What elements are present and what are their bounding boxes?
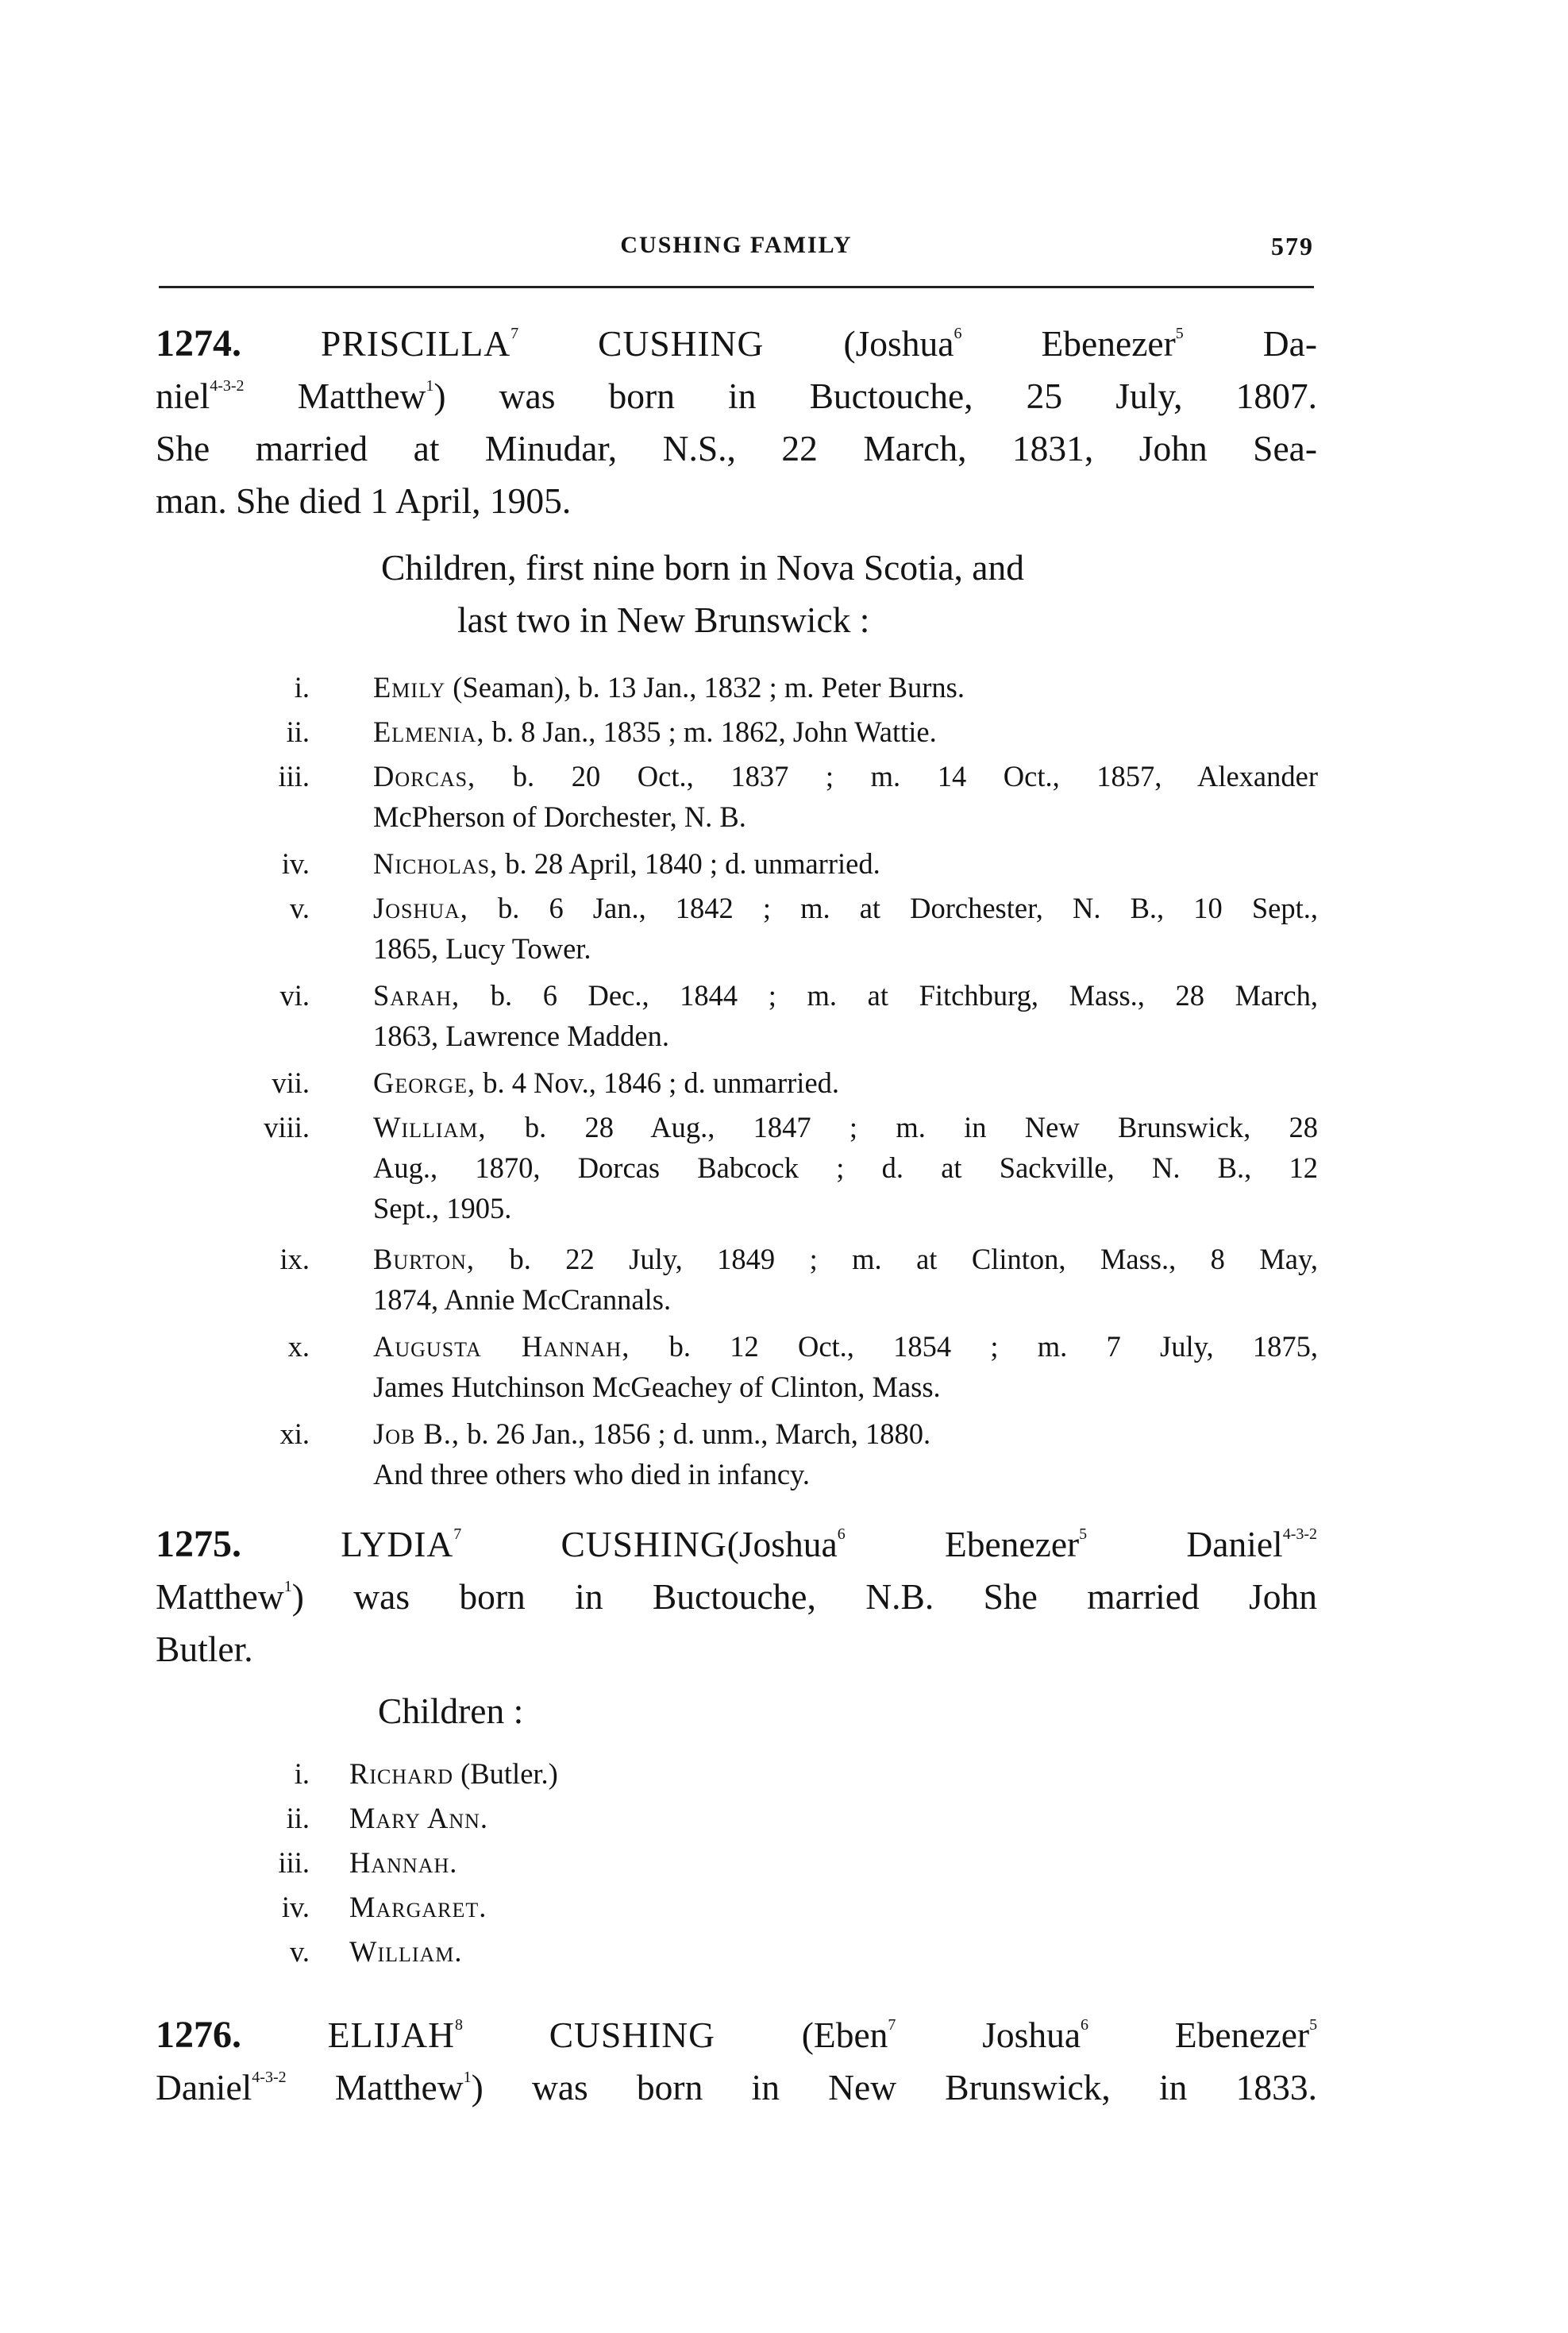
child-detail-continued: McPherson of Dorchester, N. B. (373, 800, 746, 833)
child-name: Augusta Hannah, (373, 1330, 630, 1363)
generation-superscript: 6 (1081, 2016, 1089, 2034)
child-name: Sarah, (373, 979, 460, 1012)
entry-1274-line-4: man. She died 1 April, 1905. (156, 480, 572, 521)
child-ordinal: vii. (272, 1066, 310, 1099)
child-detail: (Seaman), b. 13 Jan., 1832 ; m. Peter Burns. (453, 671, 965, 704)
child-ordinal: ii. (286, 715, 310, 748)
child-text (373, 1239, 1318, 1320)
child-line (373, 975, 1318, 1016)
child-name: Nicholas, (373, 847, 499, 880)
person-name: ELIJAH (327, 2015, 455, 2055)
generation-superscript: 5 (1175, 325, 1184, 342)
child-text (373, 1413, 1318, 1494)
child-ordinal: xi. (279, 1417, 310, 1450)
entry-number: 1275. (156, 1523, 241, 1565)
child-name: Burton, (373, 1243, 475, 1275)
lineage-text: Matthew (297, 376, 426, 416)
child-detail-continued: James Hutchinson McGeachey of Clinton, Mass. (373, 1371, 941, 1403)
generation-superscript: 5 (1309, 2016, 1318, 2034)
running-head (159, 232, 1314, 264)
child-text (349, 1753, 558, 1794)
child-text (349, 1887, 487, 1927)
child-text (373, 1062, 1318, 1103)
lineage-text: Joshua (982, 2015, 1081, 2055)
entry-number: 1274. (156, 322, 241, 364)
child-ordinal: ii. (286, 1802, 310, 1834)
children-heading-1275: Children : (378, 1691, 524, 1731)
child-ordinal: i. (294, 671, 310, 704)
child-text (349, 1842, 457, 1883)
child-name: Job B., (373, 1417, 460, 1450)
entry-number: 1276. (156, 2014, 241, 2056)
child-detail: b. 28 April, 1840 ; d. unmarried. (505, 847, 880, 880)
generation-superscript: 7 (453, 1525, 462, 1543)
surname: CUSHING (598, 323, 765, 364)
generation-superscript: 1 (426, 377, 434, 395)
birth-text: ) was born in Buctouche, N.B. She married John (291, 1576, 1317, 1617)
child-name: Dorcas, (373, 760, 476, 792)
child-detail-continued: Sept., 1905. (373, 1192, 512, 1224)
entry-1274-line-2 (156, 370, 1317, 422)
generation-superscript: 6 (837, 1525, 846, 1543)
lineage-text: (Eben (801, 2015, 888, 2055)
child-ordinal: ix. (279, 1243, 310, 1275)
generation-superscript: 7 (510, 325, 519, 342)
child-text (373, 1326, 1318, 1407)
child-detail: b. 26 Jan., 1856 ; d. unm., March, 1880. (467, 1417, 931, 1450)
child-name: Elmenia, (373, 715, 485, 748)
generation-superscript: 4-3-2 (1282, 1525, 1318, 1543)
child-ordinal: v. (289, 892, 310, 924)
birth-text: ) was born in Buctouche, 25 July, 1807. (433, 376, 1317, 416)
surname: CUSHING (561, 1524, 727, 1564)
generation-superscript: 7 (888, 2016, 896, 2034)
child-line (373, 888, 1318, 928)
lineage-text: niel (156, 376, 210, 416)
birth-text: ) was born in New Brunswick, in 1833. (471, 2067, 1317, 2107)
child-detail: (Butler.) (460, 1757, 558, 1790)
person-name: PRISCILLA (321, 323, 511, 364)
child-ordinal: iii. (278, 1846, 310, 1879)
child-text (373, 667, 1318, 708)
generation-superscript: 8 (454, 2016, 463, 2034)
child-line (373, 756, 1318, 796)
generation-superscript: 1 (283, 1578, 292, 1595)
child-text (349, 1798, 488, 1838)
lineage-text: Da- (1262, 323, 1318, 364)
child-name: Mary Ann. (349, 1802, 489, 1834)
child-ordinal: v. (289, 1935, 310, 1968)
child-ordinal: i. (294, 1757, 310, 1790)
generation-superscript: 5 (1079, 1525, 1088, 1543)
lineage-text: Daniel (156, 2067, 252, 2107)
child-name: George, (373, 1066, 476, 1099)
lineage-text: Matthew (156, 1576, 284, 1617)
children-heading-1274-line-1: Children, first nine born in Nova Scotia, and (381, 547, 1025, 588)
entry-1276-line-1 (156, 2009, 1317, 2061)
child-ordinal: iv. (281, 1891, 310, 1923)
lineage-text: Ebenezer (1174, 2015, 1310, 2055)
generation-superscript: 1 (463, 2069, 472, 2086)
child-detail: b. 8 Jan., 1835 ; m. 1862, John Wattie. (491, 715, 937, 748)
child-detail-continued: And three others who died in infancy. (373, 1458, 811, 1490)
child-name: Hannah. (349, 1846, 458, 1879)
child-detail: b. 22 July, 1849 ; m. at Clinton, Mass., 8 May, (509, 1243, 1319, 1275)
child-ordinal: x. (287, 1330, 310, 1363)
child-detail-continued: 1874, Annie McCrannals. (373, 1283, 672, 1316)
child-detail: b. 28 Aug., 1847 ; m. in New Brunswick, 28 (524, 1111, 1319, 1143)
child-detail-continued: Aug., 1870, Dorcas Babcock ; d. at Sackville, N. B., 12 (373, 1151, 1318, 1184)
lineage-text: Ebenezer (1041, 323, 1176, 364)
entry-1276-line-2 (156, 2061, 1317, 2114)
child-detail: b. 4 Nov., 1846 ; d. unmarried. (483, 1066, 840, 1099)
entry-1274-paragraph (156, 318, 1317, 527)
lineage-text: Daniel (1186, 1524, 1283, 1564)
child-name: Emily (373, 671, 446, 704)
child-text (373, 843, 1318, 884)
page-number: 579 (1271, 232, 1314, 260)
child-ordinal: iii. (278, 760, 310, 792)
child-ordinal: vi. (279, 979, 310, 1012)
generation-superscript: 6 (954, 325, 962, 342)
child-line (373, 1413, 1318, 1454)
entry-1275-line-2 (156, 1571, 1317, 1623)
child-detail: b. 6 Jan., 1842 ; m. at Dorchester, N. B., 10 Sept., (498, 892, 1319, 924)
generation-superscript: 4-3-2 (210, 377, 245, 395)
header-rule (159, 286, 1314, 288)
child-text (373, 975, 1318, 1056)
child-text (373, 711, 1318, 752)
entry-1275-paragraph (156, 1518, 1317, 1676)
surname: CUSHING (549, 2015, 715, 2055)
lineage-text: Matthew (334, 2067, 464, 2107)
entry-1274-line-1 (156, 318, 1317, 370)
child-name: William, (373, 1111, 487, 1143)
child-text (349, 1931, 463, 1972)
entry-1275-line-1 (156, 1518, 1317, 1571)
child-line (373, 1239, 1318, 1279)
child-detail: b. 20 Oct., 1837 ; m. 14 Oct., 1857, Alexander (512, 760, 1318, 792)
entry-1275-line-3: Butler. (156, 1629, 253, 1669)
child-detail: b. 12 Oct., 1854 ; m. 7 July, 1875, (668, 1330, 1319, 1363)
children-heading-1274-line-2: last two in New Brunswick : (457, 600, 870, 640)
lineage-text: (Joshua (843, 323, 954, 364)
person-name: LYDIA (341, 1524, 454, 1564)
generation-superscript: 4-3-2 (252, 2069, 287, 2086)
lineage-text: Ebenezer (944, 1524, 1080, 1564)
child-line (373, 1326, 1318, 1367)
child-name: Margaret. (349, 1891, 487, 1923)
child-detail: b. 6 Dec., 1844 ; m. at Fitchburg, Mass., 28 March, (490, 979, 1319, 1012)
child-ordinal: iv. (281, 847, 310, 880)
entry-1276-paragraph (156, 2009, 1317, 2114)
child-text (373, 756, 1318, 837)
child-line (373, 1107, 1318, 1147)
entry-1274-line-3: She married at Minudar, N.S., 22 March, 1831, John Sea- (156, 428, 1317, 469)
child-detail-continued: 1863, Lawrence Madden. (373, 1020, 669, 1052)
child-text (373, 1107, 1318, 1228)
child-name: William. (349, 1935, 463, 1968)
running-title: CUSHING FAMILY (620, 232, 853, 258)
lineage-text: (Joshua (726, 1524, 838, 1564)
child-name: Joshua, (373, 892, 468, 924)
child-name: Richard (349, 1757, 454, 1790)
child-detail-continued: 1865, Lucy Tower. (373, 932, 591, 965)
child-text (373, 888, 1318, 969)
child-ordinal: viii. (264, 1111, 310, 1143)
